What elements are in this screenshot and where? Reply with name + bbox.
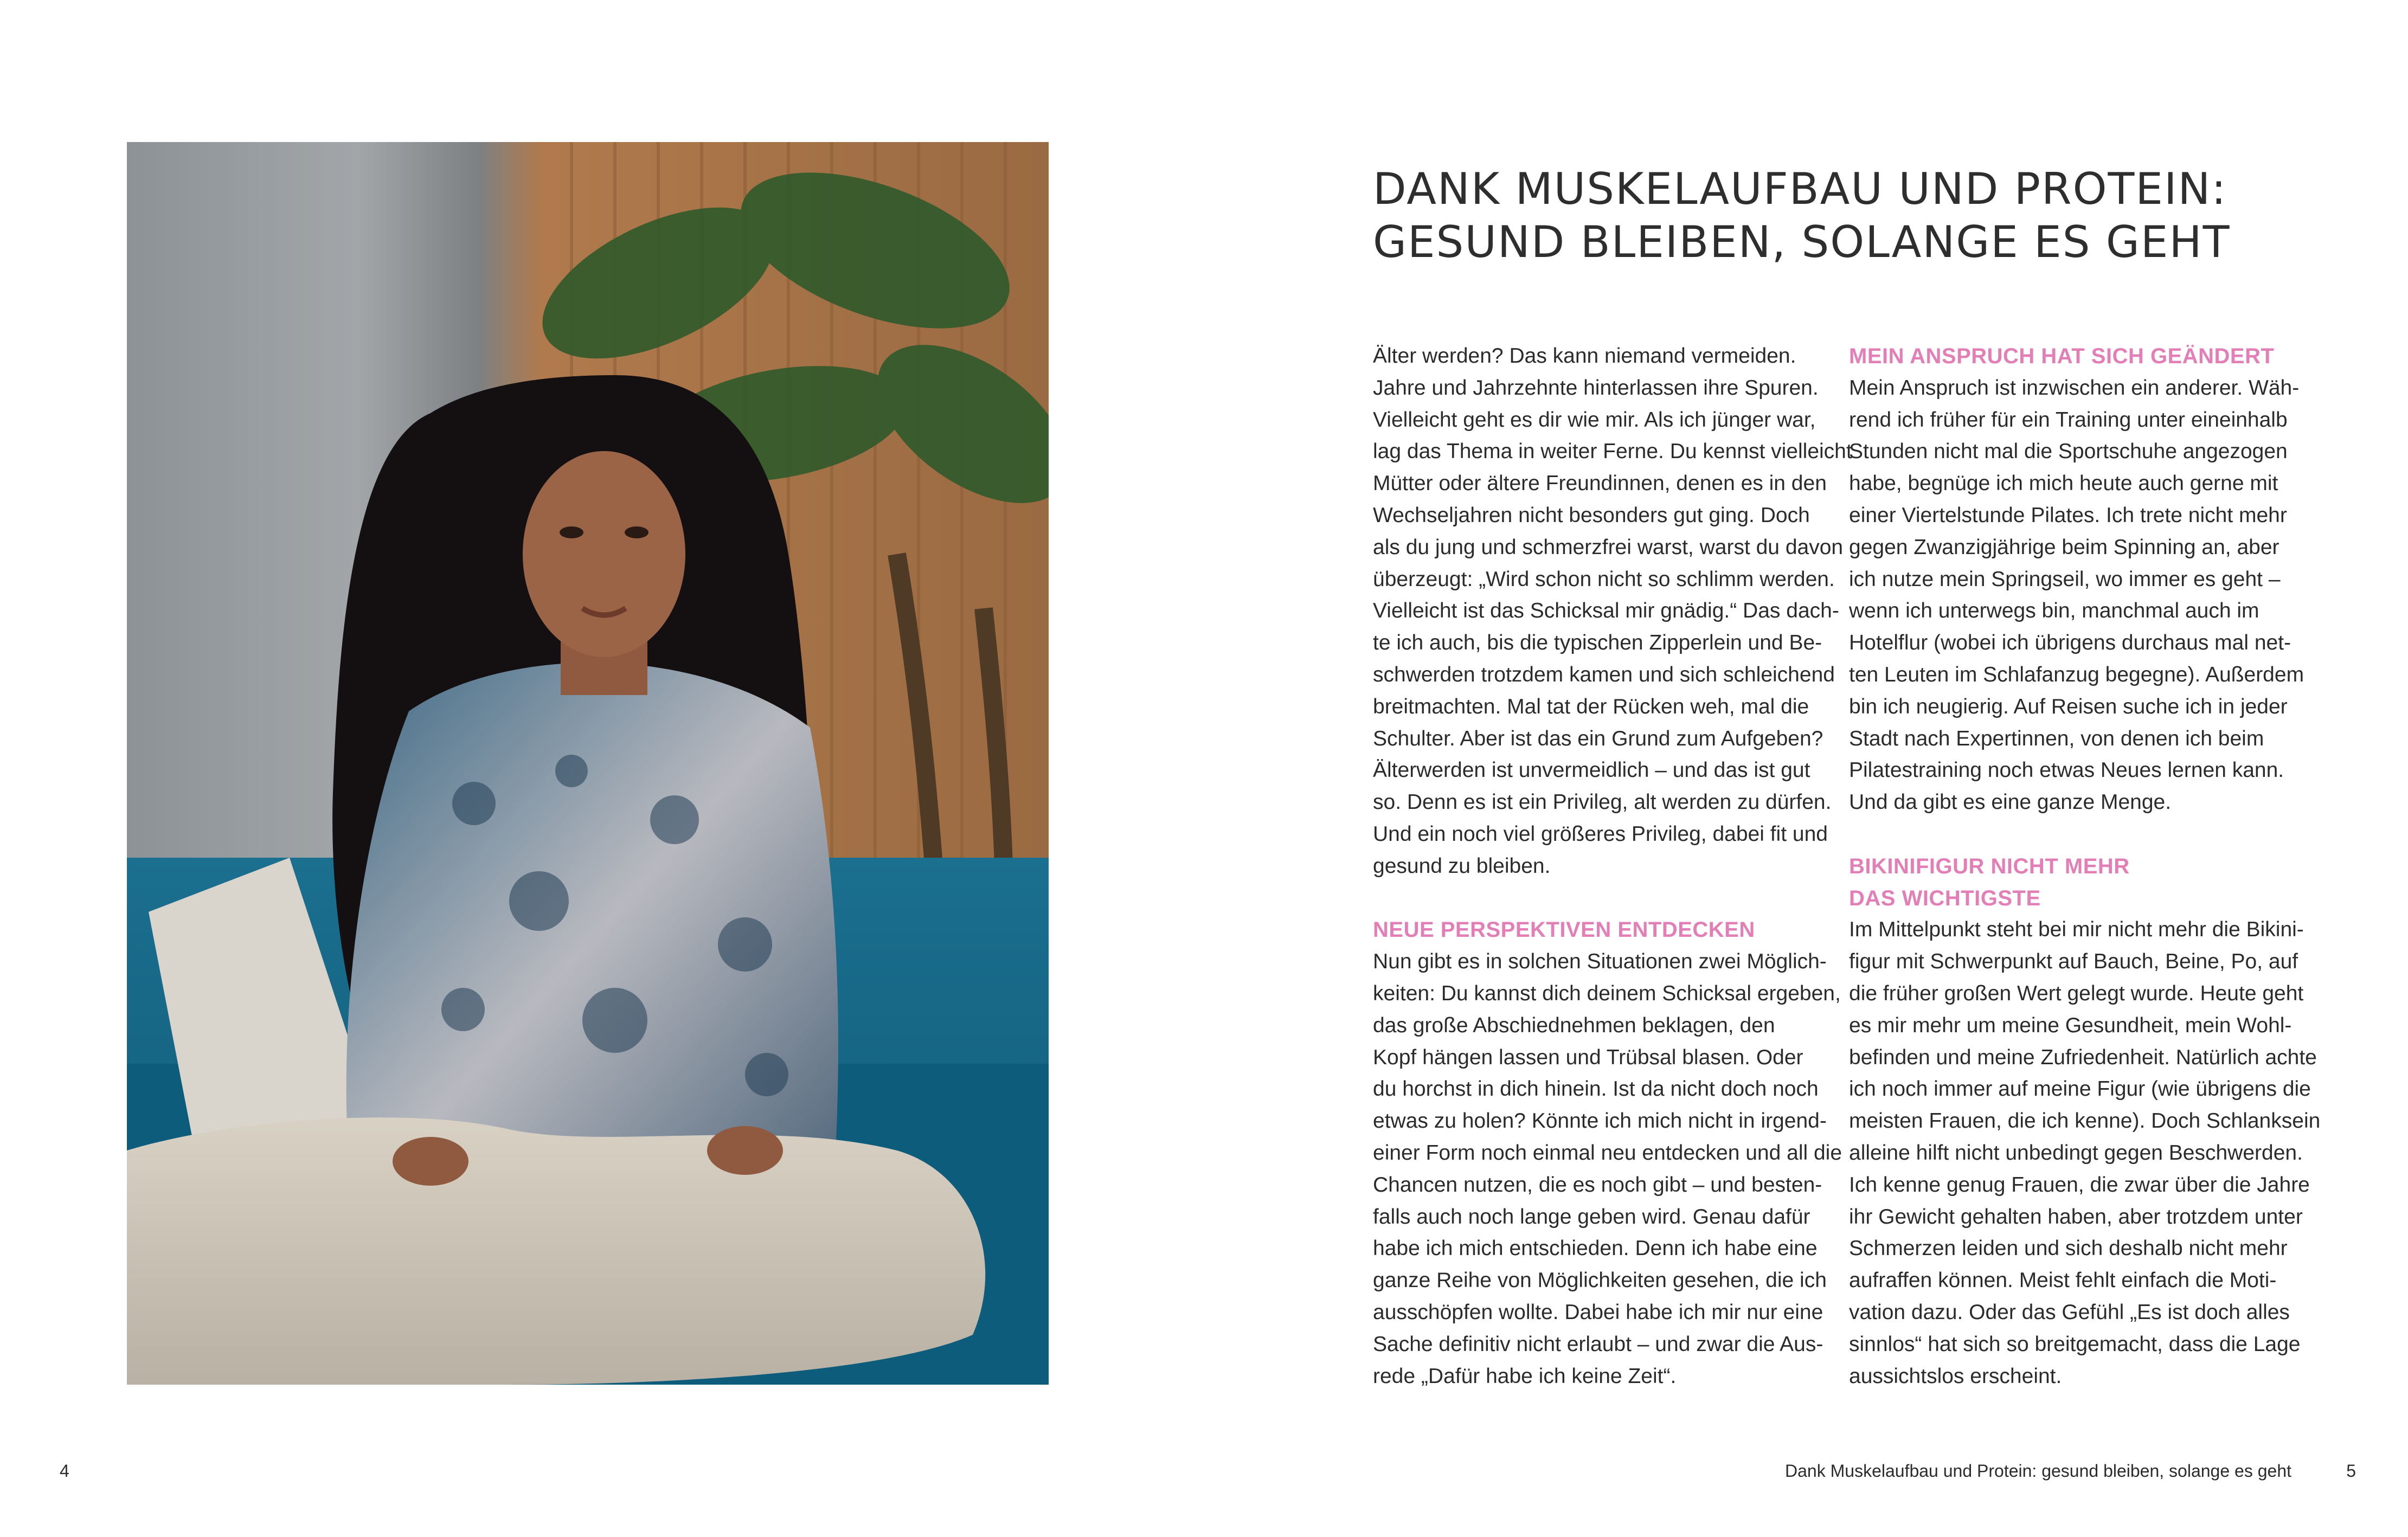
body-line: Ich kenne genug Frauen, die zwar über die Jahre <box>1849 1173 2310 1197</box>
text-column-left <box>1373 340 1852 1392</box>
body-line: Hotelflur (wobei ich übrigens durchaus mal net- <box>1849 631 2291 655</box>
body-line: Wechseljahren nicht besonders gut ging. Doch <box>1373 503 1810 527</box>
body-line: aussichtslos erscheint. <box>1849 1364 2062 1388</box>
body-line: rend ich früher für ein Training unter eineinhalb <box>1849 408 2288 432</box>
body-line: Nun gibt es in solchen Situationen zwei Möglich- <box>1373 950 1827 974</box>
body-line: habe ich mich entschieden. Denn ich habe eine <box>1373 1237 1818 1261</box>
body-line: bin ich neugierig. Auf Reisen suche ich in jeder <box>1849 694 2288 718</box>
portrait-illustration <box>127 142 1049 1385</box>
body-line: figur mit Schwerpunkt auf Bauch, Beine, Po, auf <box>1849 950 2298 974</box>
body-line: die früher großen Wert gelegt wurde. Heute geht <box>1849 981 2304 1005</box>
body-line: so. Denn es ist ein Privileg, alt werden zu dürfen. <box>1373 790 1832 814</box>
body-line: gegen Zwanzigjährige beim Spinning an, aber <box>1849 535 2279 559</box>
body-line: ich noch immer auf meine Figur (wie übrigens die <box>1849 1077 2311 1101</box>
body-line: Schulter. Aber ist das ein Grund zum Aufgeben? <box>1373 726 1823 750</box>
page-number-left: 4 <box>60 1461 69 1481</box>
body-line: Vielleicht ist das Schicksal mir gnädig.“ Das dach- <box>1373 599 1839 623</box>
body-line: habe, begnüge ich mich heute auch gerne mit <box>1849 472 2278 496</box>
body-line: Im Mittelpunkt steht bei mir nicht mehr die Bikini- <box>1849 918 2304 942</box>
body-line: überzeugt: „Wird schon nicht so schlimm werden. <box>1373 567 1835 591</box>
section-heading-neue-perspektiven: NEUE PERSPEKTIVEN ENTDECKEN <box>1373 918 1755 942</box>
body-line: breitmachten. Mal tat der Rücken weh, mal die <box>1373 694 1809 718</box>
body-line: Schmerzen leiden und sich deshalb nicht mehr <box>1849 1237 2288 1261</box>
body-line: Kopf hängen lassen und Trübsal blasen. Oder <box>1373 1045 1803 1069</box>
body-line: es mir mehr um meine Gesundheit, mein Wohl- <box>1849 1013 2292 1037</box>
body-line: schwerden trotzdem kamen und sich schleichend <box>1373 663 1835 686</box>
body-line: wenn ich unterwegs bin, manchmal auch im <box>1849 599 2259 623</box>
body-line: du horchst in dich hinein. Ist da nicht doch noch <box>1373 1077 1819 1101</box>
body-line: das große Abschiednehmen beklagen, den <box>1373 1013 1775 1037</box>
body-line: Stadt nach Expertinnen, von denen ich beim <box>1849 726 2264 750</box>
body-line: gesund zu bleiben. <box>1373 854 1551 878</box>
paragraph-gap <box>1373 883 1818 915</box>
body-line: Und ein noch viel größeres Privileg, dabei fit und <box>1373 822 1828 846</box>
text-column-right <box>1849 340 2321 1392</box>
body-line: alleine hilft nicht unbedingt gegen Beschwerden. <box>1849 1141 2303 1165</box>
body-line: Mütter oder ältere Freundinnen, denen es in den <box>1373 472 1827 496</box>
body-line: lag das Thema in weiter Ferne. Du kennst vielleicht <box>1373 440 1852 464</box>
body-line: sinnlos“ hat sich so breitgemacht, dass die Lage <box>1849 1332 2301 1356</box>
body-line: Vielleicht geht es dir wie mir. Als ich jünger war, <box>1373 408 1816 432</box>
section-heading-bikinifigur-2: DAS WICHTIGSTE <box>1849 886 2041 910</box>
body-line: befinden und meine Zufriedenheit. Natürlich achte <box>1849 1045 2317 1069</box>
body-line: Und da gibt es eine ganze Menge. <box>1849 790 2172 814</box>
body-line: Sache definitiv nicht erlaubt – und zwar die Aus- <box>1373 1332 1823 1356</box>
body-line: rede „Dafür habe ich keine Zeit“. <box>1373 1364 1677 1388</box>
body-line: einer Form noch einmal neu entdecken und all die <box>1373 1141 1842 1165</box>
body-line: ich nutze mein Springseil, wo immer es geht – <box>1849 567 2281 591</box>
body-line: Mein Anspruch ist inzwischen ein anderer. Wäh- <box>1849 376 2300 400</box>
body-line: Stunden nicht mal die Sportschuhe angezogen <box>1849 440 2288 464</box>
portrait-photo <box>127 142 1049 1385</box>
body-line: te ich auch, bis die typischen Zipperlein und Be- <box>1373 631 1822 655</box>
running-title: Dank Muskelaufbau und Protein: gesund bleiben, solange es geht <box>1785 1461 2291 1481</box>
body-line: ten Leuten im Schlafanzug begegne). Außerdem <box>1849 663 2304 686</box>
paragraph-gap <box>1849 819 2294 851</box>
body-line: meisten Frauen, die ich kenne). Doch Schlanksein <box>1849 1109 2321 1133</box>
body-line: als du jung und schmerzfrei warst, warst du davon <box>1373 535 1844 559</box>
body-line: etwas zu holen? Könnte ich mich nicht in irgend- <box>1373 1109 1827 1133</box>
body-line: vation dazu. Oder das Gefühl „Es ist doch alles <box>1849 1300 2290 1324</box>
body-line: ausschöpfen wollte. Dabei habe ich mir nur eine <box>1373 1300 1823 1324</box>
section-heading-bikinifigur-1: BIKINIFIGUR NICHT MEHR <box>1849 854 2130 878</box>
body-line: aufraffen können. Meist fehlt einfach die Moti- <box>1849 1269 2277 1292</box>
body-line: Älterwerden ist unvermeidlich – und das ist gut <box>1373 758 1810 782</box>
section-heading-anspruch: MEIN ANSPRUCH HAT SICH GEÄNDERT <box>1849 344 2275 368</box>
body-line: keiten: Du kannst dich deinem Schicksal ergeben, <box>1373 981 1841 1005</box>
page-number-right: 5 <box>2346 1461 2356 1481</box>
body-line: falls auch noch lange geben wird. Genau dafür <box>1373 1205 1810 1229</box>
title-line-2: GESUND BLEIBEN, SOLANGE ES GEHT <box>1373 217 2231 267</box>
body-line: ihr Gewicht gehalten haben, aber trotzdem unter <box>1849 1205 2303 1229</box>
page-title <box>1373 163 2295 269</box>
body-line: Älter werden? Das kann niemand vermeiden. <box>1373 344 1796 368</box>
body-line: Pilatestraining noch etwas Neues lernen kann. <box>1849 758 2284 782</box>
body-line: Chancen nutzen, die es noch gibt – und besten- <box>1373 1173 1822 1197</box>
body-line: einer Viertelstunde Pilates. Ich trete nicht mehr <box>1849 503 2287 527</box>
body-line: Jahre und Jahrzehnte hinterlassen ihre Spuren. <box>1373 376 1819 400</box>
title-line-1: DANK MUSKELAUFBAU UND PROTEIN: <box>1373 164 2227 214</box>
body-line: ganze Reihe von Möglichkeiten gesehen, die ich <box>1373 1269 1827 1292</box>
